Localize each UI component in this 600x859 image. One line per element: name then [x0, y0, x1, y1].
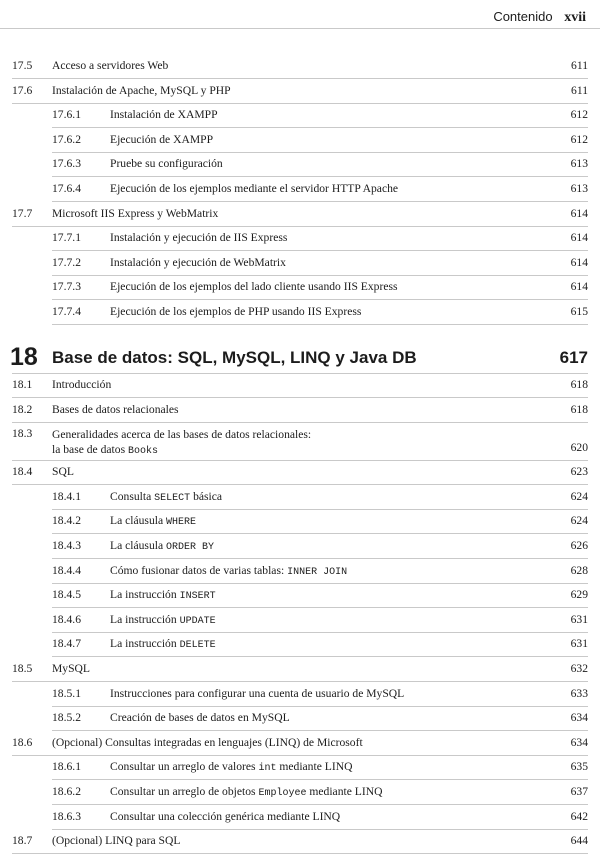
toc-entry — [0, 535, 600, 559]
entry-number: 17.5 — [12, 59, 33, 72]
entry-number: 18.4.5 — [52, 588, 81, 602]
entry-page: 624 — [570, 489, 588, 503]
entry-title — [110, 256, 286, 269]
entry-title-text: MySQL — [52, 662, 91, 675]
entry-title-text-after: mediante LINQ — [309, 785, 383, 798]
entry-page: 613 — [570, 182, 588, 195]
entry-number: 18.4 — [12, 465, 33, 479]
entry-page: 634 — [570, 735, 588, 749]
entry-number: 18.5 — [12, 662, 33, 675]
entry-page: 614 — [570, 280, 588, 294]
divider — [12, 853, 588, 854]
entry-title — [52, 207, 218, 220]
entry-title-text: La cláusula — [110, 539, 164, 552]
entry-code: Employee — [258, 788, 307, 799]
entry-title-text-after: básica — [193, 489, 223, 503]
entry-number: 17.7.3 — [52, 280, 81, 294]
entry-title — [110, 785, 382, 799]
entry-number: 17.6.1 — [52, 108, 81, 122]
entry-code: WHERE — [166, 517, 197, 529]
entry-title — [110, 305, 361, 318]
entry-code: ORDER BY — [166, 542, 215, 553]
entry-title-text: Introducción — [52, 378, 112, 391]
entry-page: 628 — [570, 563, 588, 577]
header-rule — [0, 28, 600, 29]
toc-entry — [0, 707, 600, 731]
toc-entry — [0, 781, 600, 805]
entry-title — [110, 637, 216, 651]
entry-title — [110, 711, 290, 724]
entry-code: UPDATE — [179, 615, 216, 627]
entry-code: int — [258, 763, 277, 775]
entry-title — [110, 108, 218, 121]
toc-entry — [0, 276, 600, 300]
running-header — [493, 9, 586, 26]
toc-entry — [0, 178, 600, 202]
toc-entry — [0, 203, 600, 227]
toc-entry — [0, 129, 600, 153]
entry-title — [52, 59, 168, 72]
entry-number: 17.6.4 — [52, 182, 81, 195]
entry-title — [110, 539, 214, 553]
entry-title-text: Generalidades acerca de las bases de datos relacionales: — [52, 428, 312, 442]
entry-page: 614 — [570, 206, 588, 220]
entry-title-text: La instrucción — [110, 612, 177, 626]
chapter-page: 617 — [559, 348, 588, 367]
entry-title — [52, 403, 179, 416]
entry-code: INSERT — [179, 591, 216, 603]
chapter-title: Base de datos: SQL, MySQL, LINQ y Java DB — [52, 348, 417, 367]
entry-page: 613 — [570, 157, 588, 171]
entry-title — [110, 687, 404, 700]
entry-number: 18.4.2 — [52, 514, 81, 528]
toc-entry — [0, 609, 600, 633]
entry-title — [110, 157, 223, 170]
entry-title — [110, 280, 398, 293]
entry-title-text: Ejecución de los ejemplos mediante el servidor HTTP Apache — [110, 182, 399, 195]
entry-title-text: Acceso a servidores Web — [52, 59, 169, 72]
entry-page: 611 — [571, 83, 588, 97]
entry-page: 612 — [570, 132, 588, 146]
entry-code: SELECT — [154, 492, 191, 504]
entry-page: 618 — [570, 402, 588, 416]
entry-title — [110, 514, 196, 528]
toc-entry — [0, 806, 600, 830]
entry-title — [110, 182, 398, 195]
entry-title-text: La instrucción — [110, 588, 177, 602]
entry-title — [52, 465, 74, 478]
entry-number: 18.2 — [12, 402, 33, 416]
toc-entry — [0, 732, 600, 756]
entry-title — [110, 760, 352, 774]
toc-entry — [0, 227, 600, 251]
toc-entry — [0, 80, 600, 104]
entry-title — [52, 662, 90, 675]
entry-title-text-line2: la base de datos — [52, 443, 126, 457]
entry-title — [110, 564, 347, 578]
entry-number: 17.7.4 — [52, 305, 81, 318]
entry-title — [52, 834, 180, 847]
entry-page: 626 — [570, 539, 588, 552]
entry-page: 620 — [570, 441, 588, 455]
entry-title-text: Microsoft IIS Express y WebMatrix — [52, 206, 219, 220]
entry-number: 17.7.2 — [52, 255, 81, 269]
entry-number: 17.7.1 — [52, 231, 81, 245]
entry-page: 614 — [570, 255, 588, 269]
entry-page: 637 — [570, 785, 588, 798]
toc-entry — [0, 104, 600, 128]
entry-page: 634 — [570, 711, 588, 725]
entry-title-text: Consultar un arreglo de objetos — [110, 785, 256, 798]
entry-page: 624 — [570, 514, 588, 528]
entry-number: 18.4.6 — [52, 612, 81, 626]
entry-number: 18.6 — [12, 735, 33, 749]
toc-entry — [0, 486, 600, 510]
entry-code: DELETE — [179, 640, 216, 652]
chapter-number: 18 — [10, 343, 38, 371]
toc-entry — [0, 510, 600, 534]
entry-page: 635 — [570, 760, 588, 774]
entry-title — [110, 810, 340, 823]
toc-entry — [0, 55, 600, 79]
entry-title-text: Instalación y ejecución de WebMatrix — [110, 255, 286, 269]
entry-title-text: Instalación y ejecución de IIS Express — [110, 231, 288, 245]
toc-entry — [0, 683, 600, 707]
entry-title — [110, 613, 216, 627]
entry-title — [52, 378, 111, 391]
entry-title-text: Instrucciones para configurar una cuenta de usuario de MySQL — [110, 686, 405, 700]
entry-number: 18.4.7 — [52, 637, 81, 651]
entry-title-text: Bases de datos relacionales — [52, 402, 179, 416]
toc-entry — [0, 374, 600, 398]
entry-title-text: La instrucción — [110, 637, 177, 651]
entry-number: 18.5.1 — [52, 686, 81, 700]
entry-title-text: (Opcional) LINQ para SQL — [52, 834, 181, 848]
entry-number: 17.6.3 — [52, 157, 81, 171]
entry-number: 18.4.1 — [52, 489, 81, 503]
entry-title-text-after: mediante LINQ — [279, 760, 353, 774]
entry-page: 633 — [570, 686, 588, 700]
entry-title — [52, 736, 363, 749]
entry-title-text: Consultar una colección genérica mediante LINQ — [110, 809, 341, 823]
entry-page: 632 — [570, 662, 588, 675]
chapter-heading — [0, 340, 600, 374]
toc-entry — [0, 830, 600, 854]
entry-number: 18.6.1 — [52, 760, 81, 774]
entry-title — [110, 231, 287, 244]
entry-code: INNER JOIN — [287, 566, 348, 578]
header-page-number: xvii — [564, 10, 586, 25]
entry-title — [110, 588, 216, 602]
entry-number: 17.6 — [12, 83, 33, 97]
toc-entry — [0, 153, 600, 177]
toc-entry — [0, 756, 600, 780]
entry-title — [52, 84, 231, 97]
entry-title-text: SQL — [52, 465, 74, 479]
toc-entry — [0, 560, 600, 584]
entry-page: 614 — [570, 231, 588, 245]
entry-title-text: La cláusula — [110, 514, 164, 528]
entry-title-text: Consulta — [110, 489, 152, 503]
toc-entry — [0, 461, 600, 485]
entry-page: 618 — [570, 378, 588, 391]
entry-number: 18.5.2 — [52, 711, 81, 725]
entry-title-text: Creación de bases de datos en MySQL — [110, 711, 290, 725]
entry-number: 17.7 — [12, 206, 33, 220]
toc-entry — [0, 423, 600, 461]
header-title: Contenido — [493, 9, 553, 24]
entry-page: 611 — [571, 59, 588, 72]
entry-title-text: Pruebe su configuración — [110, 157, 223, 171]
entry-page: 623 — [570, 465, 588, 479]
entry-title-text: (Opcional) Consultas integradas en lenguajes (LINQ) de Microsoft — [52, 735, 363, 749]
entry-title-text: Instalación de XAMPP — [110, 108, 218, 122]
entry-page: 612 — [570, 108, 588, 122]
divider — [52, 324, 588, 325]
toc-entry — [0, 633, 600, 657]
entry-title-text: Ejecución de los ejemplos del lado cliente usando IIS Express — [110, 280, 398, 294]
entry-title — [110, 490, 222, 504]
entry-number: 17.6.2 — [52, 132, 81, 146]
entry-number: 18.1 — [12, 378, 33, 391]
entry-page: 644 — [570, 834, 588, 848]
toc-entry — [0, 584, 600, 608]
entry-number: 18.3 — [12, 427, 33, 441]
entry-page: 642 — [570, 809, 588, 823]
entry-title-text: Ejecución de los ejemplos de PHP usando IIS Express — [110, 305, 362, 318]
toc-entry — [0, 301, 600, 325]
entry-title — [110, 133, 213, 146]
entry-title — [52, 427, 472, 459]
entry-code: Books — [127, 446, 158, 458]
entry-page: 615 — [570, 305, 588, 318]
toc-entry — [0, 399, 600, 423]
entry-page: 631 — [570, 612, 588, 626]
entry-title-text: Cómo fusionar datos de varias tablas: — [110, 563, 285, 577]
entry-number: 18.6.3 — [52, 809, 81, 823]
toc-entry — [0, 658, 600, 682]
entry-number: 18.4.4 — [52, 563, 81, 577]
entry-page: 631 — [570, 637, 588, 651]
toc-entry — [0, 252, 600, 276]
entry-number: 18.4.3 — [52, 539, 81, 552]
entry-number: 18.6.2 — [52, 785, 81, 798]
entry-number: 18.7 — [12, 834, 33, 848]
entry-title-text: Instalación de Apache, MySQL y PHP — [52, 83, 231, 97]
entry-title-text: Ejecución de XAMPP — [110, 132, 214, 146]
entry-title-text: Consultar un arreglo de valores — [110, 760, 256, 774]
entry-page: 629 — [570, 588, 588, 602]
